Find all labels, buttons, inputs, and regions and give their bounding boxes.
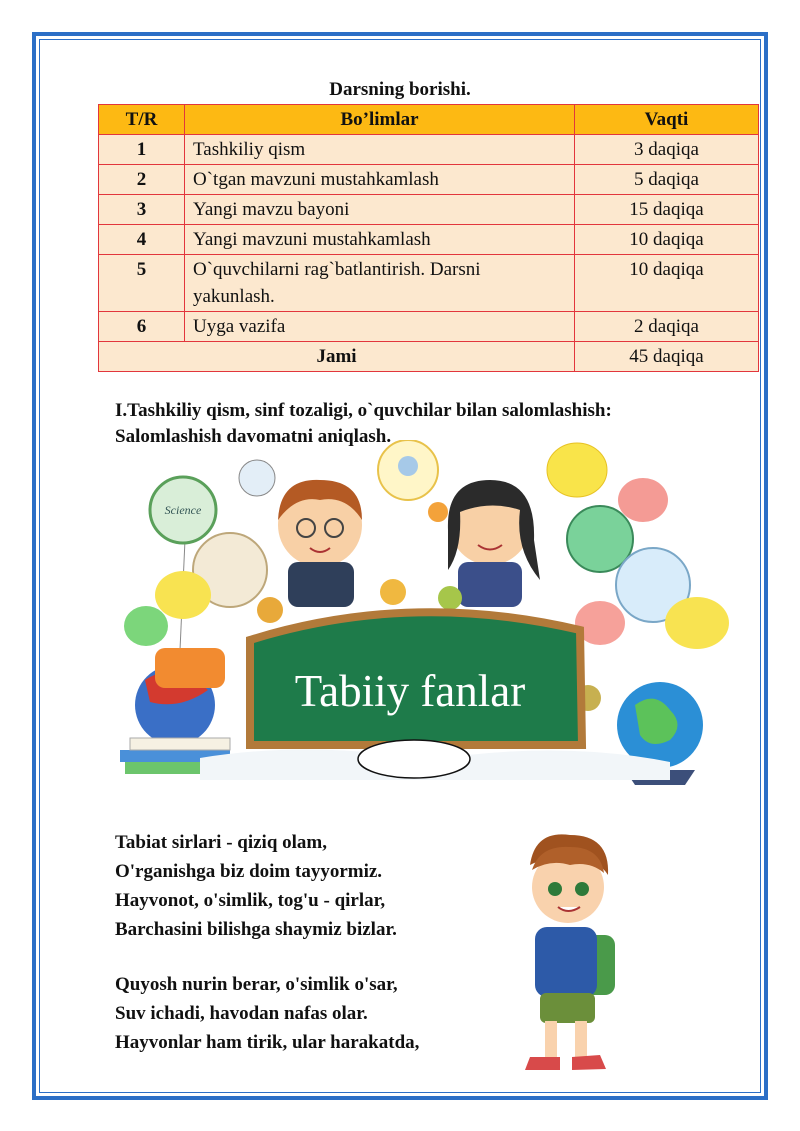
table-row bbox=[99, 165, 759, 195]
table-total-row bbox=[99, 342, 759, 372]
lesson-plan-table bbox=[98, 104, 759, 372]
poem-line: Hayvonot, o'simlik, tog'u - qirlar, bbox=[115, 890, 386, 911]
yellow-balloon-right-icon bbox=[665, 597, 729, 649]
intro-line-2: Salomlashish davomatni aniqlash. bbox=[115, 426, 392, 447]
boy-character-illustration bbox=[278, 480, 362, 607]
table-row bbox=[99, 312, 759, 342]
row-number: 1 bbox=[99, 135, 185, 165]
schoolboy-illustration bbox=[500, 825, 630, 1085]
row-time: 10 daqiqa bbox=[575, 225, 759, 255]
row-time: 5 daqiqa bbox=[575, 165, 759, 195]
poem-line: Suv ichadi, havodan nafas olar. bbox=[115, 1003, 368, 1024]
poem-line: Tabiat sirlari - qiziq olam, bbox=[115, 832, 328, 853]
row-number: 5 bbox=[99, 255, 185, 312]
row-number: 2 bbox=[99, 165, 185, 195]
header-time: Vaqti bbox=[575, 105, 759, 135]
total-label: Jami bbox=[99, 342, 575, 372]
row-number: 6 bbox=[99, 312, 185, 342]
board-title: Tabiiy fanlar bbox=[294, 666, 526, 716]
bell-icon bbox=[428, 502, 448, 522]
table-row bbox=[99, 225, 759, 255]
row-number: 3 bbox=[99, 195, 185, 225]
pink-balloon-icon bbox=[618, 478, 668, 522]
row-section: Uyga vazifa bbox=[185, 312, 575, 342]
table-header-row bbox=[99, 105, 759, 135]
row-time: 3 daqiqa bbox=[575, 135, 759, 165]
science-balloon-label: Science bbox=[164, 503, 202, 517]
row-time: 10 daqiqa bbox=[575, 255, 759, 312]
page-heading: Darsning borishi. bbox=[329, 79, 471, 100]
intro-line-1: I.Tashkiliy qism, sinf tozaligi, o`quvchilar bilan salomlashish: bbox=[115, 400, 612, 421]
header-tr: T/R bbox=[99, 105, 185, 135]
row-section: Tashkiliy qism bbox=[185, 135, 575, 165]
chalkboard bbox=[250, 612, 582, 745]
poem-stanza-1 bbox=[115, 828, 397, 944]
molecule-balloon-icon bbox=[239, 460, 275, 496]
row-section: Yangi mavzuni mustahkamlash bbox=[185, 225, 575, 255]
header-sections: Bo’limlar bbox=[185, 105, 575, 135]
poem-line: Hayvonlar ham tirik, ular harakatda, bbox=[115, 1032, 420, 1053]
empty-oval-shape bbox=[358, 740, 470, 778]
total-time: 45 daqiqa bbox=[575, 342, 759, 372]
yellow-balloon-left-icon bbox=[155, 571, 211, 619]
natural-sciences-banner bbox=[110, 440, 750, 800]
row-time: 15 daqiqa bbox=[575, 195, 759, 225]
row-time: 2 daqiqa bbox=[575, 312, 759, 342]
yellow-balloon-icon bbox=[547, 443, 607, 497]
row-section: Yangi mavzu bayoni bbox=[185, 195, 575, 225]
poem-line: Barchasini bilishga shaymiz bizlar. bbox=[115, 919, 397, 940]
row-section: O`tgan mavzuni mustahkamlash bbox=[185, 165, 575, 195]
poem-line: O'rganishga biz doim tayyormiz. bbox=[115, 861, 383, 882]
poem-line: Quyosh nurin berar, o'simlik o'sar, bbox=[115, 974, 398, 995]
table-row bbox=[99, 195, 759, 225]
table-row bbox=[99, 135, 759, 165]
row-number: 4 bbox=[99, 225, 185, 255]
row-section: O`quvchilarni rag`batlantirish. Darsni yakunlash. bbox=[185, 255, 575, 312]
green-balloon-icon bbox=[124, 606, 168, 646]
table-row bbox=[99, 255, 759, 312]
books-and-globe-decoration bbox=[120, 648, 230, 774]
poem-stanza-2 bbox=[115, 970, 419, 1057]
